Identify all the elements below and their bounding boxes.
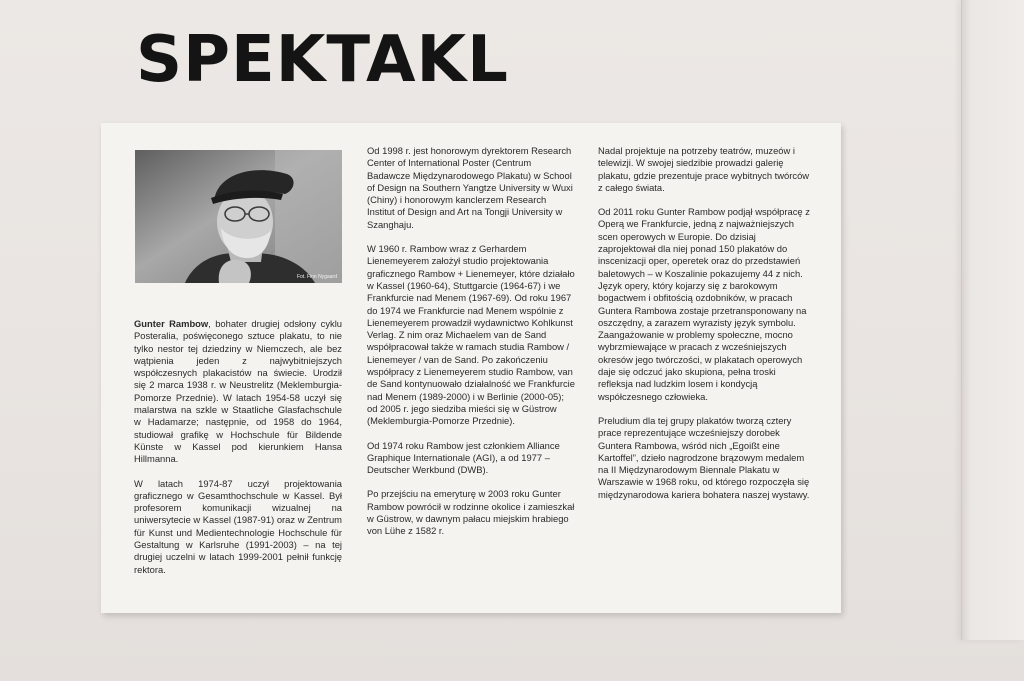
adjacent-wall-panel — [961, 0, 1024, 640]
text-column-1 — [134, 318, 342, 588]
exhibit-title: SPEKTAKL — [136, 23, 509, 97]
photo-credit: Fot. Finn Nygaard — [296, 274, 337, 280]
artist-name: Gunter Rambow — [134, 318, 209, 329]
paragraph: W latach 1974-87 uczył projektowania graficznego w Gesamthochschule w Kassel. Był profesorem komunikacji wizualnej na uniwersytecie w Kassel (1987-91) oraz w Zentrum für Kunst und Medientechnologie Hochschule für Gestaltung w Karlsruhe (1991-2003) – na tej drugiej uczelni w latach 1999-2001 pełnił funkcję rektora. — [134, 477, 342, 575]
paragraph: Od 2011 roku Gunter Rambow podjął współpracę z Operą we Frankfurcie, jedną z najważniejszych scen operowych w Europie. Do dzisiaj zaprojektował dla niej ponad 150 plakatów do inscenizacji oper, operetek oraz do przedstawień baletowych – w Koszalinie pokazujemy 44 z nich. Język opery, który kojarzy się z barokowym bogactwem i obfitością ozdobników, w pracach Guntera Rambowa zostaje przetransponowany na oszczędny, a zarazem wyrazisty język symbolu. Zaangażowanie w problemy społeczne, mocno wybrzmiewające w pracach z wcześniejszych okresów jego twórczości, w plakatach operowych daje się odczuć jako skupiona, pełna troski refleksja nad ludzkim losem i kondycją współczesnego człowieka. — [598, 206, 810, 402]
paragraph: Po przejściu na emeryturę w 2003 roku Gunter Rambow powrócił w rodzinne okolice i zamieszkał w Güstrow, w dawnym pałacu miejskim hrabiego von Lühe z 1582 r. — [367, 488, 575, 537]
text-column-3 — [598, 145, 811, 513]
paragraph: W 1960 r. Rambow wraz z Gerhardem Lienemeyerem założył studio projektowania graficznego Rambow + Lienemeyer, które działało w Kassel (1960-64), Stuttgarcie (1964-67) i we Frankfurcie nad Menem (1967-69). Od roku 1967 do 1974 we Frankfurcie nad Menem wspólnie z Lienemeyerem prowadził wydawnictwo Kohlkunst Verlag. Z nim oraz Michaelem van de Sand współpracował także w ramach studia Rambow / Lienemeyer / van de Sand. Po zakończeniu współpracy z Lienemeyerem studio Rambow, van de Sand kontynuowało działalność we Frankfurcie nad Menem (1989-2000) i w Berlinie (2000-05); od 2005 r. jego siedziba mieści się w Güstrow (Meklemburgia-Pomorze Przednie). — [367, 243, 575, 427]
paragraph: Od 1998 r. jest honorowym dyrektorem Research Center of International Poster (Centrum Badawcze Międzynarodowego Plakatu) w School of Design na Southern Yangtze University w Wuxi (Chiny) i honorowym kanclerzem Research Institut of Design and Art na Tongji University w Szanghaju. — [367, 145, 573, 230]
paragraph: Preludium dla tej grupy plakatów tworzą cztery prace reprezentujące wcześniejszy dorobek Guntera Rambowa, wśród nich „Egoißt eine Kartoffel”, dzieło nagrodzone brązowym medalem na II Międzynarodowym Biennale Plakatu w Warszawie w 1968 roku, od którego rozpoczęła się międzynarodowa kariera bohatera naszej wystawy. — [598, 414, 810, 500]
paragraph: Od 1974 roku Rambow jest członkiem Alliance Graphique Internationale (AGI), a od 1977 – Deutscher Werkbund (DWB). — [367, 439, 560, 476]
text-column-2 — [367, 145, 576, 550]
portrait-photo — [135, 150, 342, 283]
portrait-illustration — [135, 150, 342, 283]
paragraph-text: , bohater drugiej odsłony cyklu Posteralia, poświęconego sztuce plakatu, to nie tylko nestor tej dziedziny w Niemczech, ale bez wątpienia jeden z najwybitniejszych współczesnych plakacistów na świecie. Urodził się 2 marca 1938 r. w Neustrelitz (Meklemburgia-Pomorze Przednie). W latach 1954-58 uczył się malarstwa na szkle w Staatliche Glasfachschule w Hadamarze; następnie, od 1958 do 1964, studiował grafikę w Hochschule für Bildende Künste w Kassel pod kierunkiem Hansa Hillmanna. — [134, 318, 343, 465]
paragraph: Nadal projektuje na potrzeby teatrów, muzeów i telewizji. W swojej siedzibie prowadzi galerię plakatu, gdzie prezentuje prace wybitnych twórców z całego świata. — [598, 145, 810, 193]
paragraph — [134, 318, 342, 466]
